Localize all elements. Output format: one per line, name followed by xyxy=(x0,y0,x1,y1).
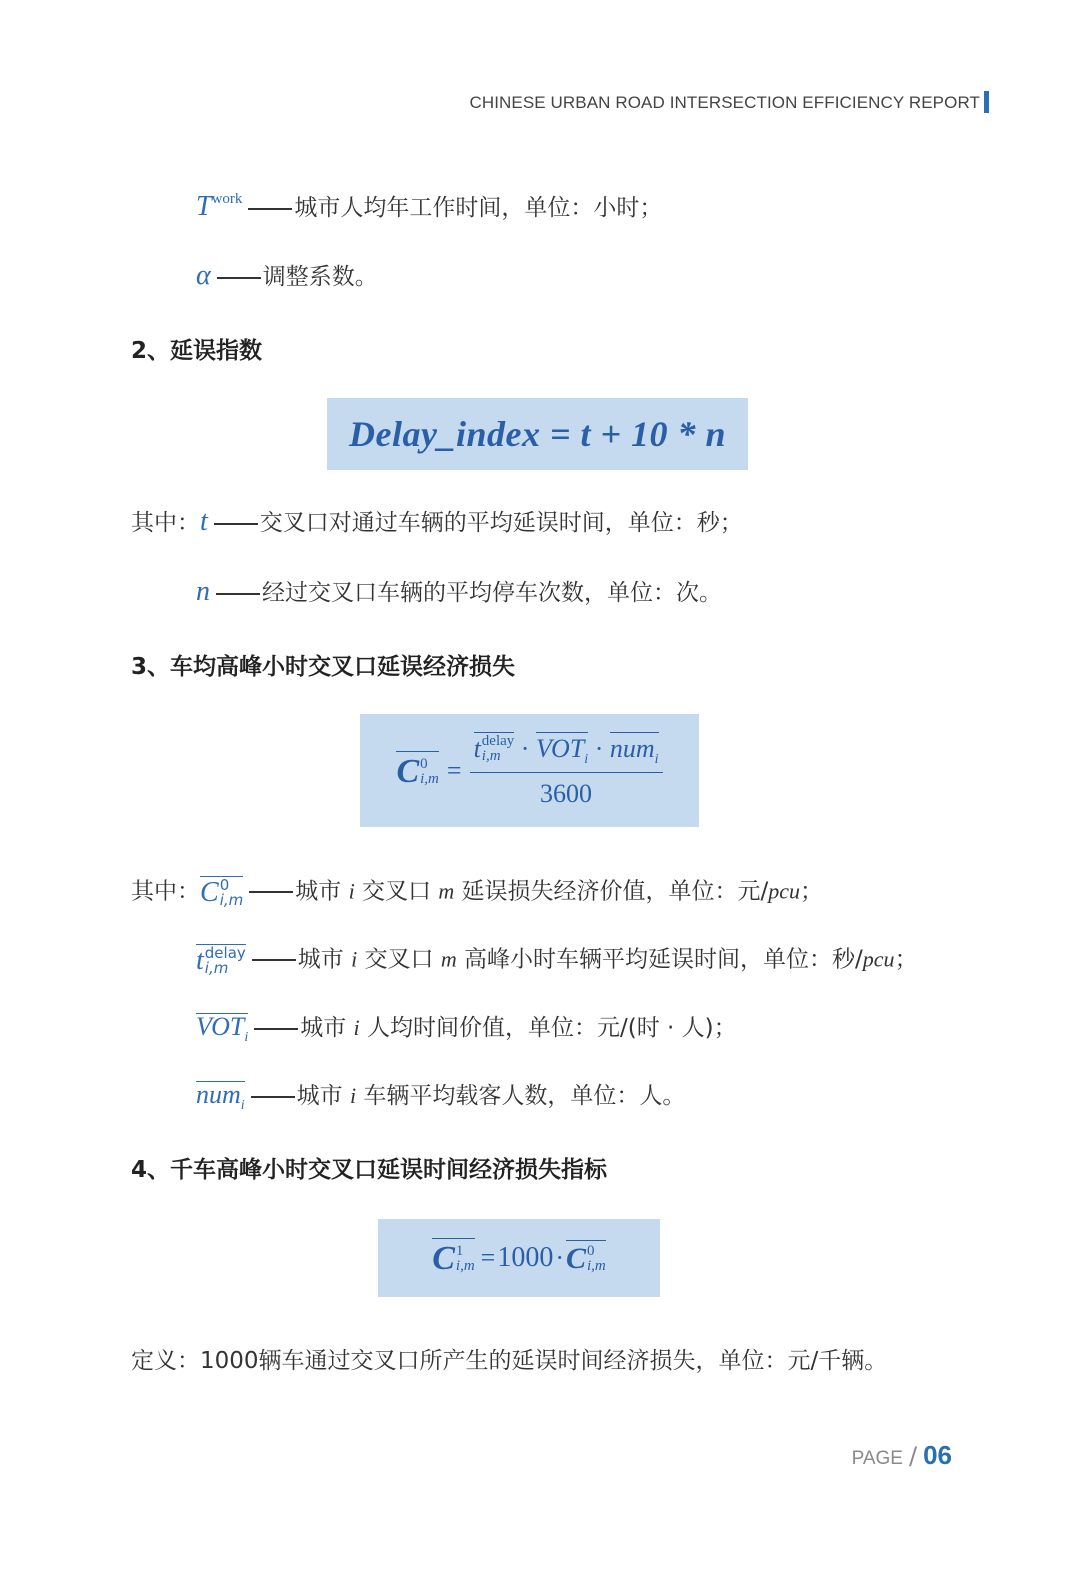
page-number: 06 xyxy=(923,1440,952,1470)
rhs-symbol: C xyxy=(566,1242,587,1275)
def-text: 交叉口 xyxy=(354,878,439,905)
def-text: 城市 xyxy=(296,1083,350,1109)
symbol: t xyxy=(200,506,208,537)
dash xyxy=(214,523,258,525)
lhs-sub: i,m xyxy=(455,1258,475,1274)
dash xyxy=(251,1096,295,1098)
def-text: 延误损失经济价值，单位：元/ xyxy=(454,878,769,905)
def-text: 交叉口对通过车辆的平均延误时间，单位：秒； xyxy=(259,510,743,536)
def-text: 交叉口 xyxy=(357,946,441,973)
num-sub: i xyxy=(654,752,659,768)
lead-text: 其中： xyxy=(131,878,200,905)
rhs-sub: i,m xyxy=(587,1258,606,1274)
symbol-sup: delay xyxy=(204,944,246,962)
dot-operator: · xyxy=(555,1243,564,1272)
vot-sub: i xyxy=(584,752,589,768)
rhs-sup: 0 xyxy=(587,1243,595,1259)
symbol: num xyxy=(196,1080,241,1109)
rhs-indices xyxy=(587,1244,606,1274)
symbol-sub: i xyxy=(244,1030,249,1045)
def-num xyxy=(196,1082,685,1113)
t-sup: delay xyxy=(481,732,515,749)
equals-sign: = xyxy=(446,755,462,785)
lhs-symbol: C xyxy=(396,752,420,790)
var-m: m xyxy=(440,946,457,972)
def-text: ； xyxy=(894,946,918,973)
t-indices xyxy=(482,734,514,764)
formula-box-c1 xyxy=(378,1219,660,1297)
numerator xyxy=(470,732,663,773)
dash xyxy=(249,891,293,893)
lhs-indices xyxy=(420,757,439,787)
lead-text: 其中： xyxy=(131,510,200,536)
t-sub: i,m xyxy=(481,747,501,764)
vot-symbol: VOT xyxy=(535,733,585,763)
def-alpha xyxy=(196,262,378,290)
dash xyxy=(216,593,260,595)
def-t xyxy=(131,508,743,536)
var-i: i xyxy=(353,1015,360,1040)
symbol-sub: i xyxy=(240,1098,245,1113)
fraction xyxy=(470,732,663,809)
def-c0 xyxy=(131,876,823,908)
symbol: t xyxy=(196,945,204,976)
def-text: ； xyxy=(800,878,824,905)
t-symbol: t xyxy=(473,733,481,763)
symbol: C xyxy=(200,877,219,908)
dash xyxy=(217,277,261,279)
def-text: 城市 xyxy=(295,878,349,905)
def-n xyxy=(196,578,722,606)
unit-pcu: pcu xyxy=(768,878,801,904)
lhs-symbol: C xyxy=(432,1240,455,1277)
var-m: m xyxy=(438,878,455,904)
symbol-sup: work xyxy=(211,191,243,207)
formula-delay-index: Delay_index = t + 10 * n xyxy=(348,414,726,454)
var-i: i xyxy=(349,1083,357,1108)
header-accent-bar xyxy=(984,91,989,113)
symbol-c0 xyxy=(200,876,243,908)
symbol-num xyxy=(196,1080,245,1113)
def-t-work xyxy=(196,192,662,221)
page-label: PAGE xyxy=(851,1448,903,1469)
var-i: i xyxy=(348,878,355,904)
lhs-sub: i,m xyxy=(420,770,439,787)
symbol: T xyxy=(196,191,212,222)
symbol-indices xyxy=(220,878,244,908)
def-text: 城市 xyxy=(300,1015,354,1041)
vot-term xyxy=(535,732,589,768)
formula-lhs xyxy=(396,751,438,791)
page-slash: / xyxy=(908,1442,918,1470)
symbol-indices xyxy=(205,946,246,976)
def-text: 城市 xyxy=(297,946,352,973)
def-text: 车辆平均载客人数，单位：人。 xyxy=(356,1083,686,1109)
num-symbol: num xyxy=(609,733,655,763)
symbol-vot xyxy=(196,1012,249,1045)
coefficient: 1000 xyxy=(497,1242,554,1273)
report-title: CHINESE URBAN ROAD INTERSECTION EFFICIENCY REPORT xyxy=(469,93,980,112)
lhs-sup: 0 xyxy=(420,755,428,772)
formula-box-delay-index xyxy=(327,398,748,470)
lhs-sup: 1 xyxy=(455,1243,464,1259)
symbol-sup: 0 xyxy=(219,876,230,894)
symbol: n xyxy=(196,576,210,607)
def-text: 人均时间价值，单位：元/(时 · 人)； xyxy=(359,1015,737,1041)
equals-sign: = xyxy=(480,1243,496,1272)
def-text: 调整系数。 xyxy=(262,264,378,290)
section-heading-3: 3、车均高峰小时交叉口延误经济损失 xyxy=(131,654,516,680)
dot-operator: · xyxy=(594,733,604,763)
var-i: i xyxy=(351,946,358,972)
formula-rhs xyxy=(566,1240,606,1276)
dash xyxy=(248,208,292,210)
symbol-t-delay xyxy=(196,944,246,976)
formula-lhs xyxy=(432,1238,474,1278)
definition-text: 定义：1000辆车通过交叉口所产生的延误时间经济损失，单位：元/千辆。 xyxy=(131,1348,888,1374)
dash xyxy=(252,959,296,961)
num-term xyxy=(609,732,659,768)
dash xyxy=(254,1028,298,1030)
section-heading-2: 2、延误指数 xyxy=(131,338,263,364)
section-heading-4: 4、千车高峰小时交叉口延误时间经济损失指标 xyxy=(131,1157,608,1183)
denominator: 3600 xyxy=(540,779,593,809)
page-footer xyxy=(852,1440,952,1471)
lhs-indices xyxy=(456,1244,475,1274)
t-delay xyxy=(474,732,515,764)
dot-operator: · xyxy=(520,733,530,763)
symbol: α xyxy=(196,260,211,291)
def-text: 高峰小时车辆平均延误时间，单位：秒/ xyxy=(456,946,863,973)
symbol-sub: i,m xyxy=(219,891,244,909)
unit-pcu: pcu xyxy=(862,946,895,972)
formula-box-c0 xyxy=(360,714,699,827)
def-text: 城市人均年工作时间，单位：小时； xyxy=(294,195,663,221)
def-t-delay xyxy=(196,944,918,976)
def-vot xyxy=(196,1014,737,1045)
symbol: VOT xyxy=(196,1012,245,1041)
symbol-sub: i,m xyxy=(204,959,229,977)
def-text: 经过交叉口车辆的平均停车次数，单位：次。 xyxy=(262,580,722,606)
